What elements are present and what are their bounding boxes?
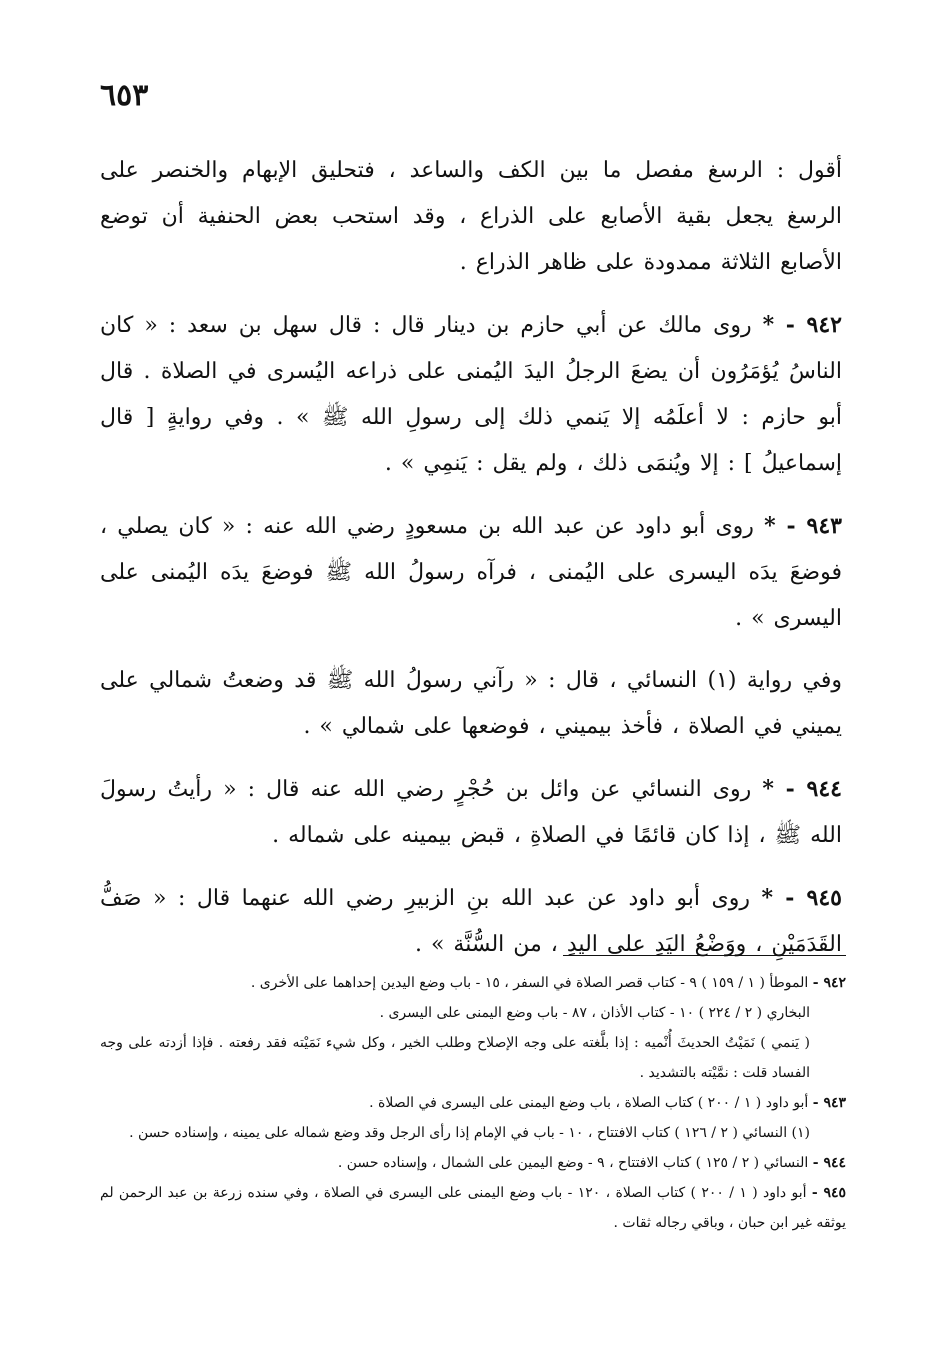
footnote-text: (١) النسائي ( ٢ / ١٢٦ ) كتاب الافتتاح ، ١٠ - باب في الإمام إذا رأى الرجل وقد وضع شماله على يمينه ، وإسناده حسن . [129,1125,810,1141]
footnote-text: البخاري ( ٢ / ٢٢٤ ) ١٠ - كتاب الأذان ، ٨٧ - باب وضع اليمنى على اليسرى . [379,1005,810,1021]
footnote-text: ( يَنمي ) نَمَيْتُ الحديثَ أُنْميه : إذا بلَّغته على وجه الإصلاح وطلب الخير ، وكل شيء نَمَيْته فقد رفعته . فإذا أزدته على وجه الفساد قلت : نمَّيْته بالتشديد . [100,1035,810,1081]
hadith-number: ٩٤٥ - * [761,885,842,911]
footnote-943 [100,1088,846,1118]
hadith-number: ٩٤٤ - * [762,776,842,802]
footnote-942-bukhari [100,998,846,1028]
footnote-942-gloss [100,1028,846,1088]
footnote-text: أبو داود ( ١ / ٢٠٠ ) كتاب الصلاة ، باب وضع اليمنى على اليسرى في الصلاة . [369,1095,809,1111]
footnote-944 [100,1148,846,1178]
hadith-number: ٩٤٣ - * [764,513,842,539]
paragraph-text: وفي رواية (١) النسائي ، قال : « رآني رسولُ الله ﷺ قد وضعتُ شمالي على يميني في الصلاة ، فأخذ بيميني ، فوضعها على شمالي » . [100,668,842,739]
hadith-944 [100,766,842,859]
paragraph-text: روى النسائي عن وائل بن حُجْرٍ رضي الله عنه قال : « رأيتُ رسولَ الله ﷺ ، إذا كان قائمًا في الصلاةِ ، قبض بيمينه على شماله . [100,777,842,848]
footnotes [100,968,846,1238]
paragraph-text: روى أبو داود عن عبد الله بنِ الزبيرِ رضي الله عنهما قال : « صَفُّ القَدَمَيْنِ ، ووَضْعُ اليَدِ على اليدِ ، من السُّنَّة » . [100,886,842,957]
main-text [100,148,842,984]
footnote-text: النسائي ( ٢ / ١٢٥ ) كتاب الافتتاح ، ٩ - وضع اليمين على الشمال ، وإسناده حسن . [337,1155,809,1171]
paragraph-text: روى أبو داود عن عبد الله بن مسعودٍ رضي الله عنه : « كان يصلي ، فوضعَ يدَه اليسرى على اليُمنى ، فرآه رسولُ الله ﷺ فوضعَ يدَه اليُمنى على اليسرى » . [100,514,842,631]
footnote-942 [100,968,846,998]
footnote-945 [100,1178,846,1238]
hadith-number: ٩٤٢ - * [762,312,842,338]
hadith-942 [100,302,842,487]
paragraph-text: أقول : الرسغ مفصل ما بين الكف والساعد ، فتحليق الإبهام والخنصر على الرسغ يجعل بقية الأصابع على الذراع ، وقد استحب بعض الحنفية أن توضع الأصابع الثلاثة ممدودة على ظاهر الذراع . [100,158,842,275]
footnote-number: ٩٤٤ - [812,1155,846,1171]
commentary-paragraph [100,148,842,286]
footnote-number: ٩٤٢ - [812,975,846,991]
footnote-943-nasai [100,1118,846,1148]
footnote-text: أبو داود ( ١ / ٢٠٠ ) كتاب الصلاة ، ١٢٠ - باب وضع اليمنى على اليسرى في الصلاة ، وفي سنده زرعة بن عبد الرحمن لم يوثقه غير ابن حبان ، وباقي رجاله ثقات . [100,1185,846,1231]
paragraph-text: روى مالك عن أبي حازم بن دينار قال : قال سهل بن سعد : « كان الناسُ يُؤمَرُون أن يضعَ الرجلُ اليدَ اليُمنى على ذراعه اليُسرى في الصلاة . قال أبو حازم : لا أعلَمُه إلا يَنمي ذلك إلى رسولِ الله ﷺ » . وفي روايةٍ [ قال إسماعيلُ ] : إلا ويُنمَى ذلك ، ولم يقل : يَنمِي » . [100,313,842,476]
footnote-number: ٩٤٣ - [812,1095,846,1111]
hadith-943 [100,503,842,642]
hadith-943-variant [100,658,842,750]
page-number: ٦٥٣ [100,78,149,113]
footnote-text: الموطأ ( ١ / ١٥٩ ) ٩ - كتاب قصر الصلاة في السفر ، ١٥ - باب وضع اليدين إحداهما على الأخرى . [250,975,809,991]
footnote-divider [563,955,846,956]
footnote-number: ٩٤٥ - [811,1185,847,1201]
